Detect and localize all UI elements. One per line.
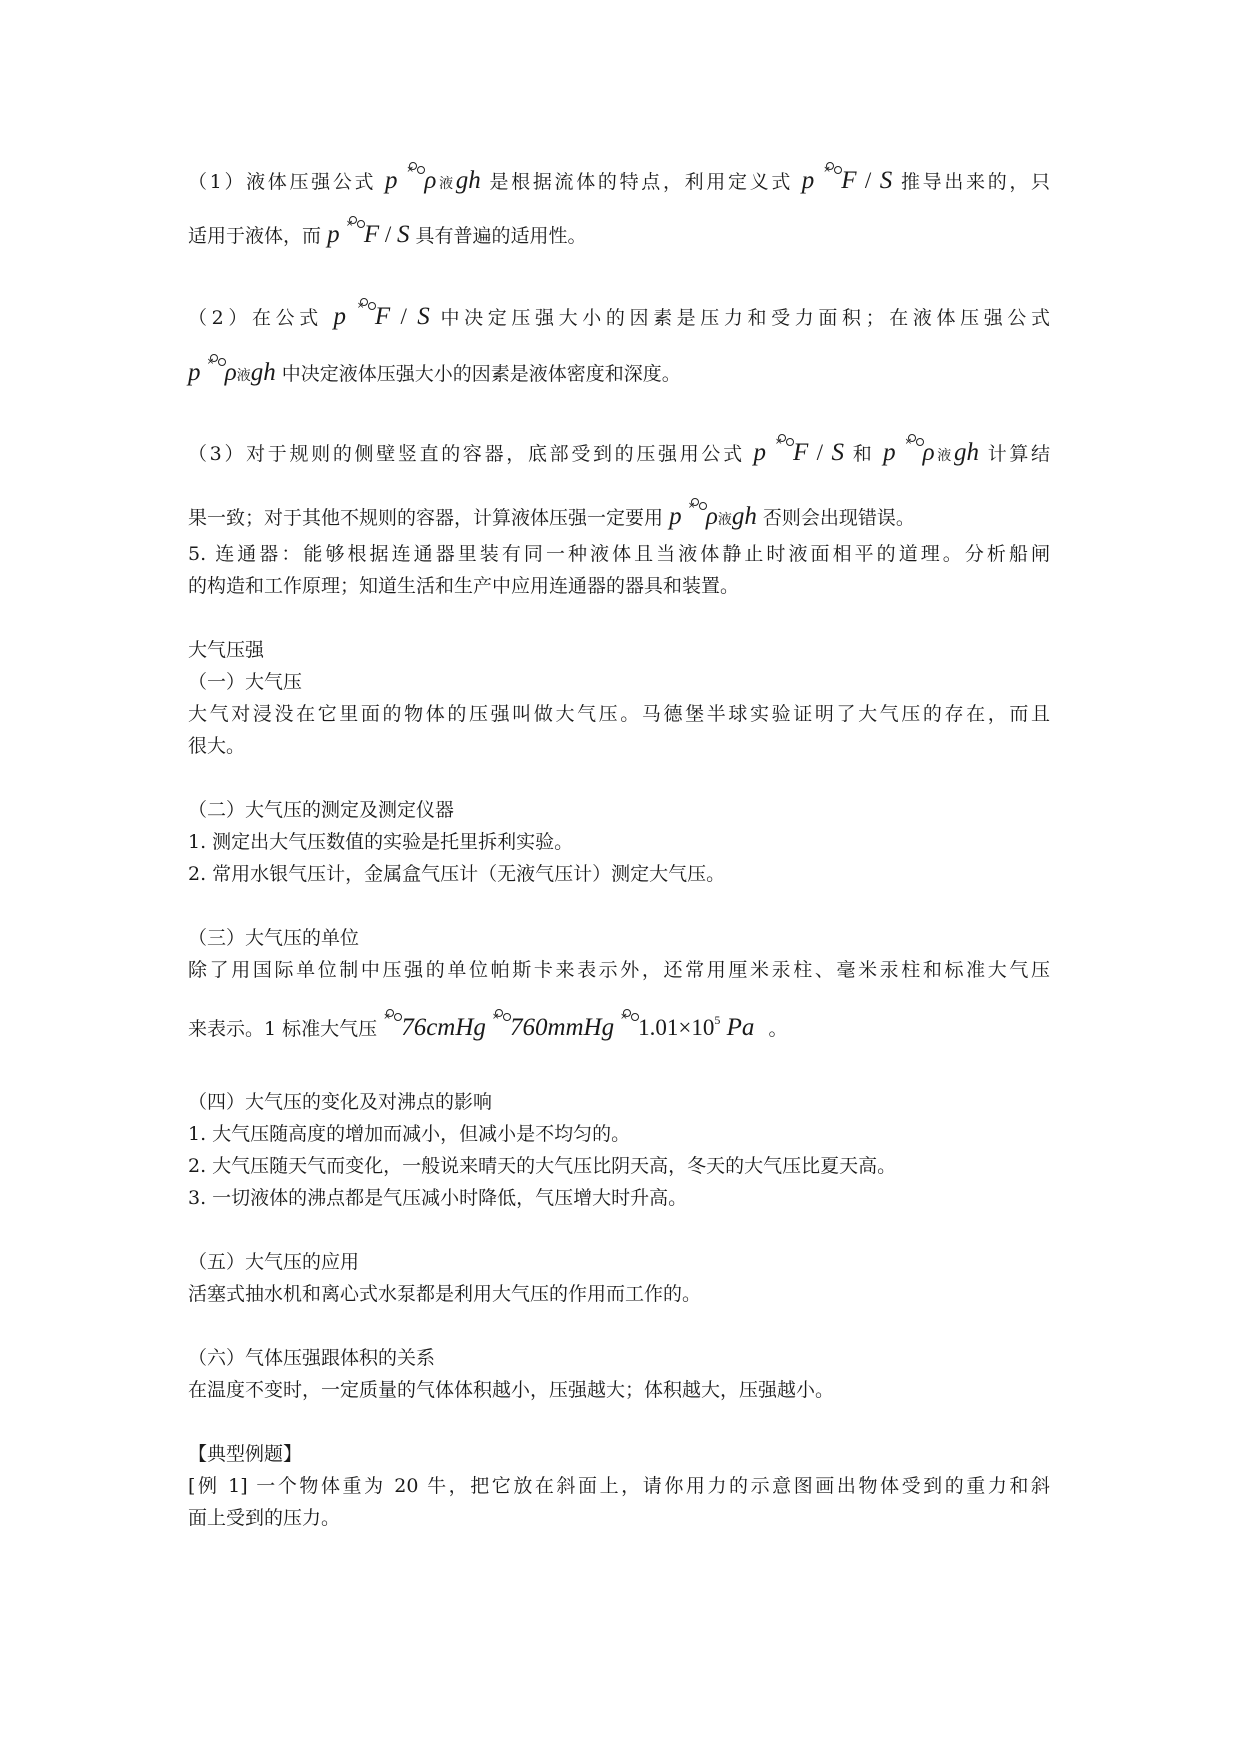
subsection-heading: （五）大气压的应用 [188, 1251, 360, 1273]
formula-definition: p × F / S [802, 167, 892, 194]
text-segment: 中决定液体压强大小的因素是液体密度和深度。 [281, 363, 681, 385]
formula-definition: p × F / S [334, 303, 430, 330]
formula-para-3-line-1 [188, 432, 1050, 470]
paragraph-line: 除了用国际单位制中压强的单位帕斯卡来表示外，还常用厘米汞柱、毫米汞柱和标准大气压 [188, 959, 1050, 981]
paragraph-line: 很大。 [188, 735, 246, 757]
text-segment: 果一致；对于其他不规则的容器，计算液体压强一定要用 [188, 507, 664, 529]
text-segment: 来表示。1 标准大气压 [188, 1018, 378, 1040]
formula-para-2-line-1 [188, 296, 1050, 332]
equals-symbol: × [775, 432, 793, 446]
text-segment: 推导出来的，只 [900, 171, 1051, 193]
text-segment: 。 [768, 1018, 788, 1040]
text-segment: 计算结 [987, 443, 1051, 465]
unit-equation-line [188, 1006, 788, 1043]
connector-line-2: 的构造和工作原理；知道生活和生产中应用连通器的器具和装置。 [188, 575, 740, 597]
list-item: 1. 大气压随高度的增加而减小，但减小是不均匀的。 [188, 1123, 631, 1145]
formula-liquid-pressure: p × ρ液gh [883, 439, 979, 466]
list-item: 2. 大气压随天气而变化，一般说来晴天的大气压比阴天高，冬天的大气压比夏天高。 [188, 1155, 897, 1177]
subsection-heading: （一）大气压 [188, 671, 303, 693]
formula-definition: p × F / S [327, 221, 409, 248]
formula-liquid-pressure: p × ρ液gh [669, 503, 757, 530]
examples-heading: 【典型例题】 [188, 1443, 303, 1465]
subsection-heading: （四）大气压的变化及对沸点的影响 [188, 1091, 493, 1113]
equals-symbol: × [688, 496, 706, 510]
equals-symbol: × [492, 1007, 510, 1021]
value-pa: $1.01\times 10^5$ Pa [638, 1013, 755, 1041]
equals-symbol: × [207, 352, 225, 366]
list-item: 1. 测定出大气压数值的实验是托里拆利实验。 [188, 831, 574, 853]
text-segment: 和 [852, 443, 875, 465]
paragraph-line: 大气对浸没在它里面的物体的压强叫做大气压。马德堡半球实验证明了大气压的存在，而且 [188, 703, 1050, 725]
formula-liquid-pressure: p × ρ液gh [385, 167, 481, 194]
text-segment: （2）在公式 [188, 307, 323, 329]
list-item: 2. 常用水银气压计，金属盒气压计（无液气压计）测定大气压。 [188, 863, 726, 885]
subsection-heading: （六）气体压强跟体积的关系 [188, 1347, 436, 1369]
list-item: 3. 一切液体的沸点都是气压减小时降低，气压增大时升高。 [188, 1187, 688, 1209]
formula-liquid-pressure: p × ρ液gh [188, 359, 276, 386]
example-1-line-1: [例 1] 一个物体重为 20 牛，把它放在斜面上，请你用力的示意图画出物体受到的重力和斜 [188, 1475, 1050, 1497]
value-cmhg: 76cmHg [401, 1014, 486, 1041]
formula-para-1-line-1 [188, 160, 1050, 198]
formula-para-2-line-2 [188, 352, 681, 390]
text-segment: 中决定压强大小的因素是压力和受力面积；在液体压强公式 [440, 307, 1051, 329]
equals-symbol: × [346, 214, 364, 228]
section-title: 大气压强 [188, 639, 265, 661]
connector-line-1: 5. 连通器：能够根据连通器里装有同一种液体且当液体静止时液面相平的道理。分析船闸 [188, 543, 1050, 565]
equals-symbol: × [383, 1007, 401, 1021]
subsection-heading: （二）大气压的测定及测定仪器 [188, 799, 455, 821]
text-segment: （3）对于规则的侧壁竖直的容器，底部受到的压强用公式 [188, 443, 745, 465]
equals-symbol: × [357, 296, 375, 310]
text-segment: （1）液体压强公式 [188, 171, 377, 193]
example-1-line-2: 面上受到的压力。 [188, 1507, 341, 1529]
paragraph-line: 在温度不变时，一定质量的气体体积越小，压强越大；体积越大，压强越小。 [188, 1379, 835, 1401]
formula-para-1-line-2 [188, 214, 587, 250]
paragraph-line: 活塞式抽水机和离心式水泵都是利用大气压的作用而工作的。 [188, 1283, 702, 1305]
text-segment: 适用于液体，而 [188, 225, 322, 247]
equals-symbol: × [905, 432, 923, 446]
text-segment: 否则会出现错误。 [762, 507, 915, 529]
formula-definition: p × F / S [754, 439, 844, 466]
equals-symbol: × [823, 160, 841, 174]
equals-symbol: × [620, 1007, 638, 1021]
text-segment: 是根据流体的特点，利用定义式 [489, 171, 794, 193]
subsection-heading: （三）大气压的单位 [188, 927, 360, 949]
equals-symbol: × [406, 160, 424, 174]
value-mmhg: 760mmHg [509, 1014, 615, 1041]
text-segment: 具有普遍的适用性。 [415, 225, 587, 247]
formula-para-3-line-2 [188, 496, 915, 534]
